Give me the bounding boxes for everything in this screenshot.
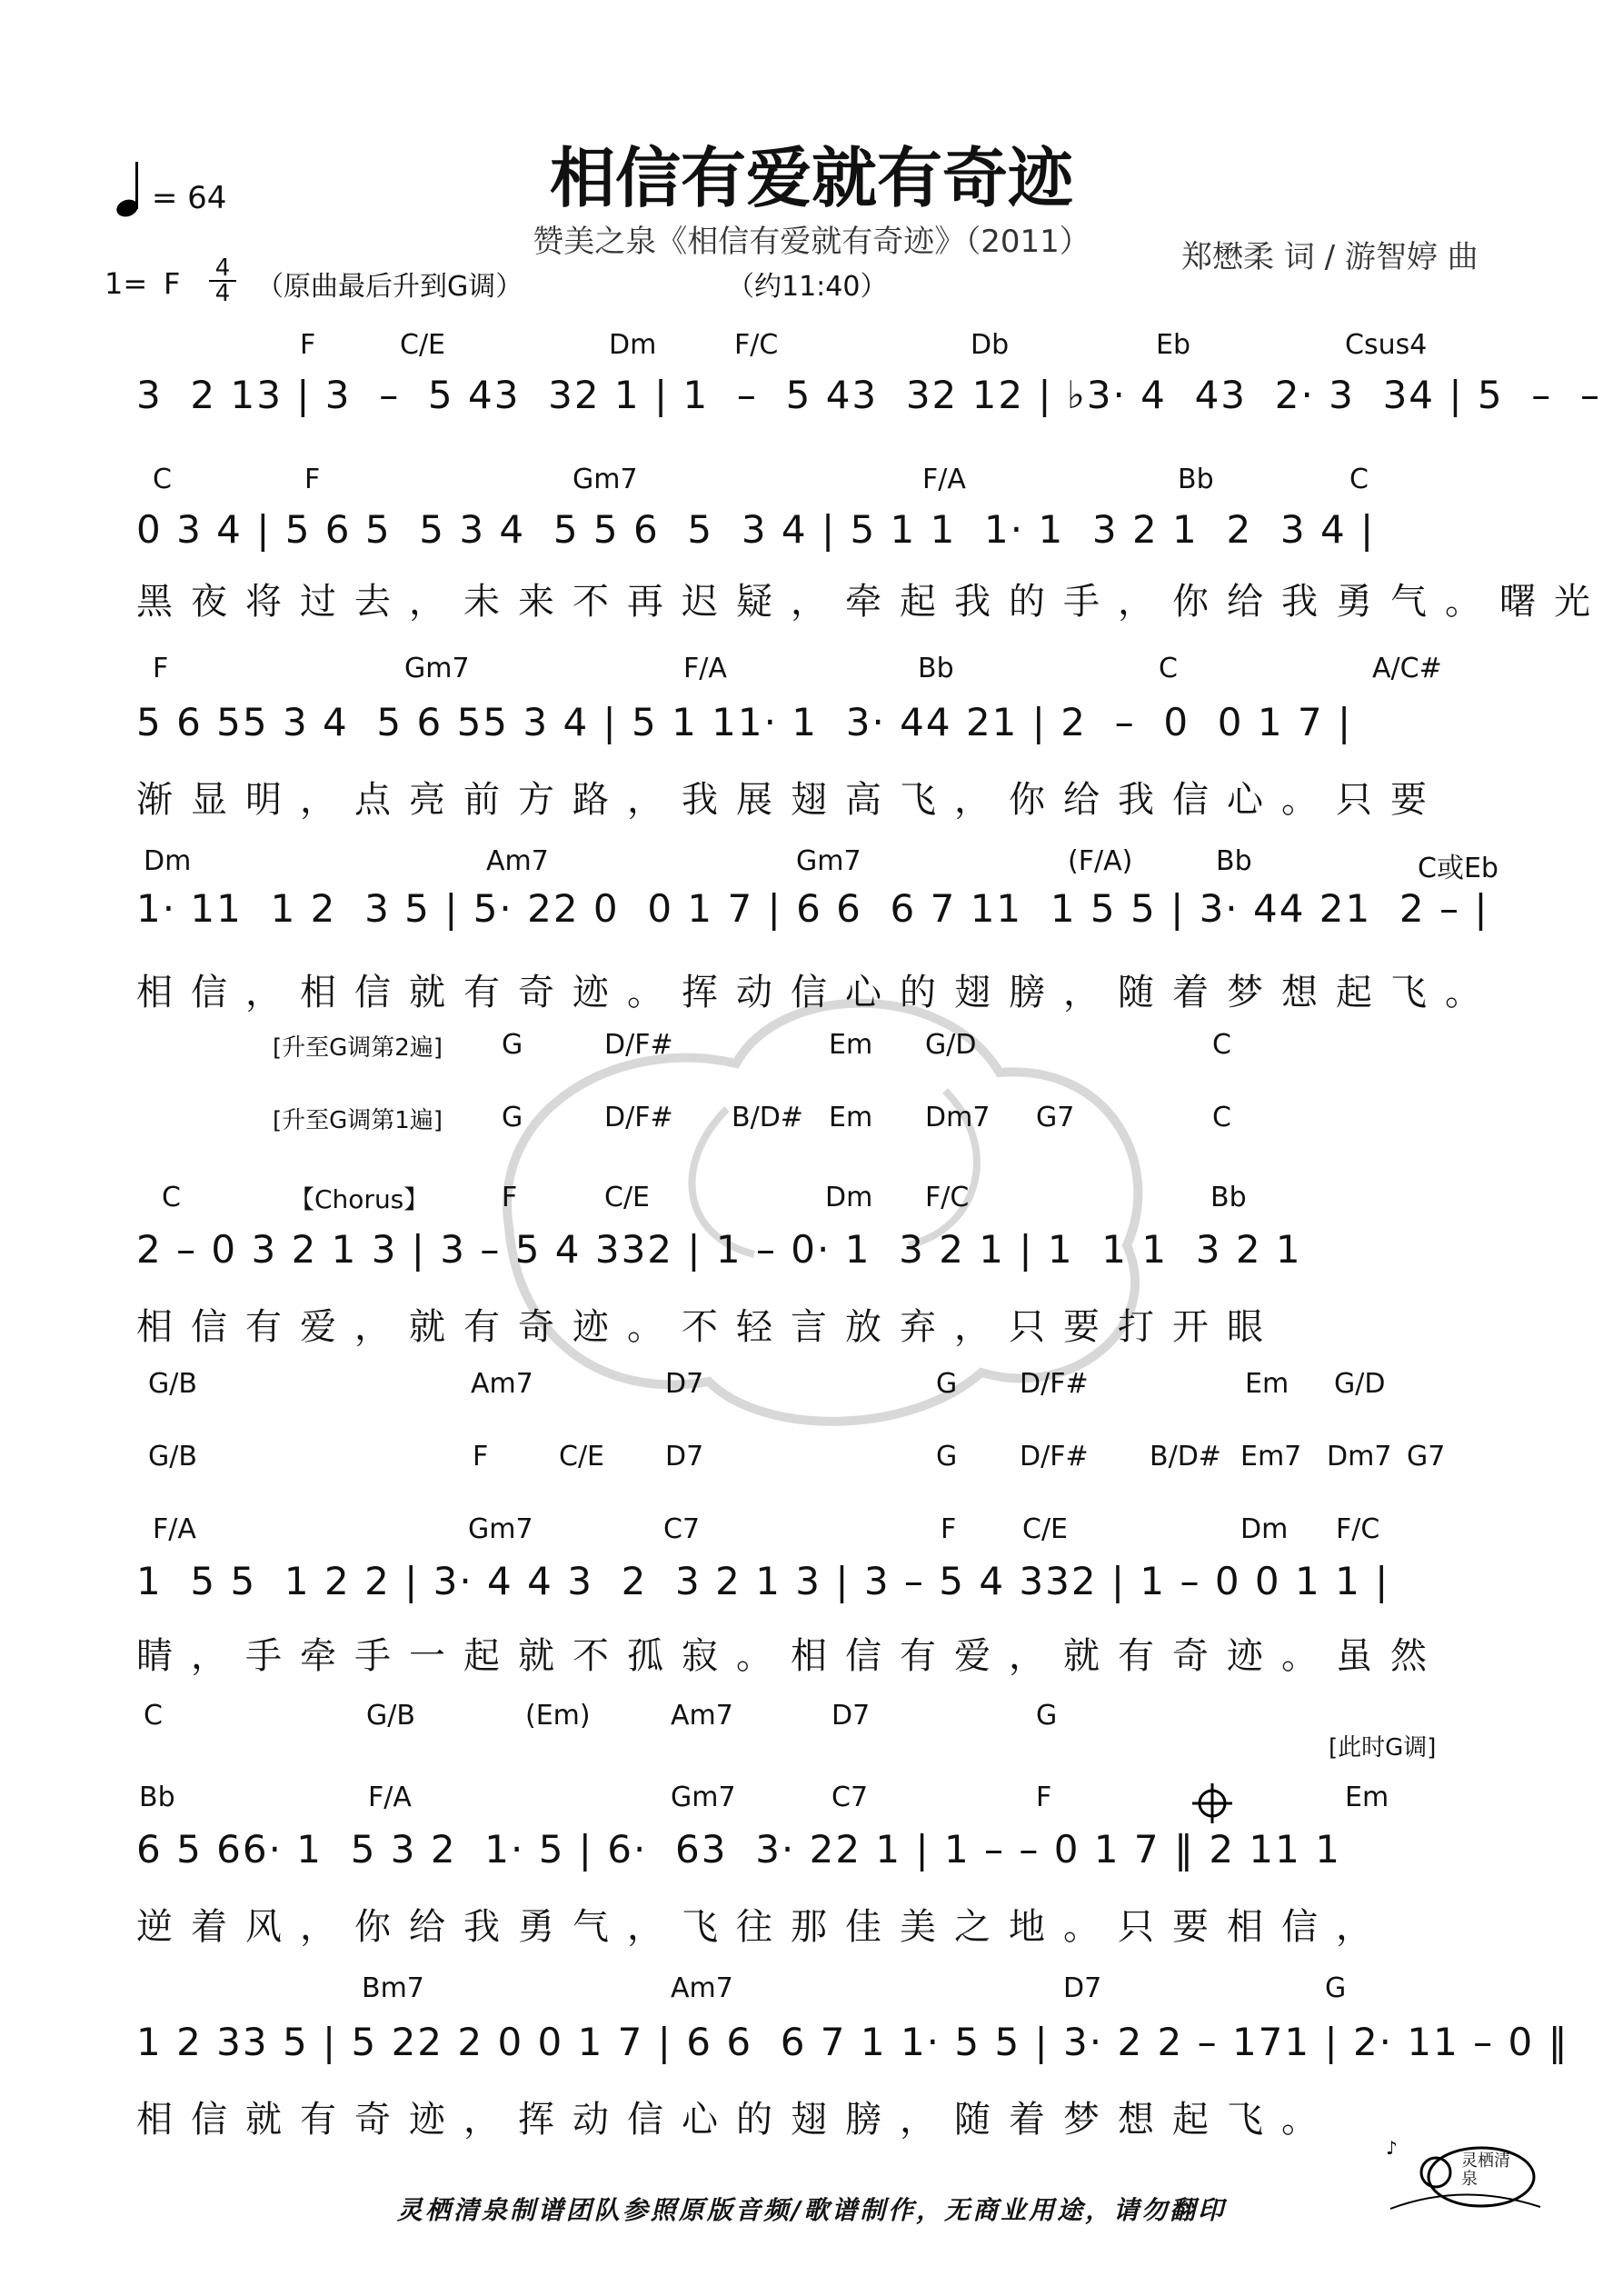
chord-symbol: D7 [831,1700,871,1732]
chord-symbol: C7 [663,1513,701,1545]
notation-line: 2 – 0 3 2 1 3 | 3 – 5 4 332 | 1 – 0· 1 3 2 1 | 1 1 1 3 2 1 [136,1227,1302,1272]
chord-symbol: G [1036,1700,1058,1732]
chord-symbol: F/C [734,329,779,361]
chord-symbol: Bb [1178,464,1214,495]
lyric-line: 逆着风，你给我勇气，飞往那佳美之地。只要相信， [136,1906,1390,1948]
notation-line: 5 6 55 3 4 5 6 55 3 4 | 5 1 11· 1 3· 44 21 | 2 – 0 0 1 7 | [136,700,1353,744]
chord-symbol: G/D [1334,1368,1386,1400]
chord-symbol: D/F# [604,1029,673,1061]
notation-line: 3 2 13 | 3 – 5 43 32 1 | 1 – 5 43 32 12 | ♭3· 4 43 2· 3 34 | 5 – – [136,373,1601,417]
chord-symbol: G/B [366,1700,415,1732]
chord-symbol: Am7 [486,845,549,877]
chord-symbol: (F/A) [1068,845,1133,877]
chord-symbol: C [153,464,172,495]
chord-symbol: D7 [1063,1972,1102,2004]
g-key-note: [此时G调] [1329,1734,1437,1762]
chord-symbol: Dm [144,845,192,877]
chord-symbol: D/F# [1020,1368,1089,1400]
chord-symbol: C [1349,464,1369,495]
chord-symbol: G [936,1441,958,1472]
chord-symbol: Bb [1216,845,1252,877]
time-top: 4 [214,255,231,282]
chord-symbol: F/A [683,653,727,684]
notation-line: 1· 11 1 2 3 5 | 5· 22 0 0 1 7 | 6 6 6 7 11 1 5 5 | 3· 44 21 2 – | [136,886,1489,931]
chord-symbol: C/E [400,329,446,361]
chord-symbol: C/E [1022,1513,1069,1545]
chord-symbol: C [1212,1102,1231,1133]
chord-symbol: Am7 [471,1368,533,1400]
chord-symbol: Bb [1210,1182,1247,1213]
chord-symbol: Em7 [1240,1441,1302,1472]
logo [1381,2127,1545,2221]
chord-symbol: Dm [825,1182,873,1213]
chord-symbol: G [1325,1972,1347,2004]
chord-symbol: Em [1245,1368,1289,1400]
chord-symbol: F/A [368,1782,412,1813]
coda-icon [1192,1783,1232,1823]
chord-symbol: G7 [1407,1441,1446,1472]
chord-symbol: Em [1345,1782,1389,1813]
time-bottom: 4 [209,280,236,305]
notation-line: 1 2 33 5 | 5 22 2 0 0 1 7 | 6 6 6 7 1 1· 5 5 | 3· 2 2 – 171 | 2· 11 – 0 ‖ [136,2020,1569,2064]
key-note-text: （原曲最后升到G调） [256,271,523,303]
chord-symbol: (Em) [525,1700,591,1732]
lyric-line: 黑夜将过去，未来不再迟疑，牵起我的手，你给我勇气。曙光 [136,581,1608,623]
chord-symbol: G/D [925,1029,977,1061]
chord-symbol: Gm7 [404,653,470,684]
chord-symbol: F/C [925,1182,970,1213]
chord-symbol: G7 [1036,1102,1075,1133]
chord-symbol: D/F# [1020,1441,1089,1472]
chord-symbol: C/E [559,1441,605,1472]
chord-symbol: C/E [604,1182,651,1213]
key-prefix: 1= [105,266,148,301]
chord-symbol: Am7 [671,1700,733,1732]
chord-symbol: Em [829,1029,873,1061]
chord-symbol: Dm7 [1327,1441,1392,1472]
chord-symbol: G [502,1102,523,1133]
chord-symbol: C或Eb [1418,853,1499,884]
notation-line: 1 5 5 1 2 2 | 3· 4 4 3 2 3 2 1 3 | 3 – 5 4 332 | 1 – 0 0 1 1 | [136,1559,1390,1603]
chord-symbol: F [941,1513,957,1545]
chord-symbol: Dm7 [925,1102,991,1133]
chord-symbol: B/D# [1150,1441,1221,1472]
notation-line: 0 3 4 | 5 6 5 5 3 4 5 5 6 5 3 4 | 5 1 1 1· 1 3 2 1 2 3 4 | [136,507,1376,552]
chord-symbol: Db [971,329,1010,361]
chord-symbol: F [153,653,169,684]
chord-symbol: D/F# [604,1102,673,1133]
chord-symbol: D7 [665,1368,704,1400]
chord-symbol: F [304,464,321,495]
chord-symbol: Gm7 [796,845,861,877]
chord-symbol: G [936,1368,958,1400]
chord-symbol: C [144,1700,163,1732]
chord-symbol: Bb [918,653,954,684]
chord-symbol: Gm7 [671,1782,736,1813]
tempo-value: = 64 [151,180,227,216]
chord-symbol: C [1212,1029,1231,1061]
chord-symbol: F/C [1336,1513,1380,1545]
chord-symbol: Bm7 [362,1972,424,2004]
transpose-label-2: [升至G调第2遍] [273,1034,443,1062]
key-note: F [164,266,181,301]
chord-symbol: B/D# [732,1102,803,1133]
chorus-label: 【Chorus】 [289,1184,430,1214]
chord-symbol: Dm [1240,1513,1289,1545]
lyric-line: 相信就有奇迹，挥动信心的翅膀，随着梦想起飞。 [136,2099,1336,2141]
lyric-line: 相信，相信就有奇迹。挥动信心的翅膀，随着梦想起飞。 [136,972,1499,1013]
chord-symbol: Dm [609,329,657,361]
chord-symbol: Em [829,1102,873,1133]
svg-text:♪: ♪ [1386,2137,1398,2159]
chord-symbol: Bb [139,1782,175,1813]
chord-symbol: G [502,1029,523,1061]
lyric-line: 相信有爱，就有奇迹。不轻言放弃，只要打开眼 [136,1306,1281,1348]
chord-symbol: F [473,1441,489,1472]
chord-symbol: F [502,1182,518,1213]
chord-symbol: C [1159,653,1178,684]
chord-symbol: Gm7 [468,1513,533,1545]
lyric-line: 睛，手牵手一起就不孤寂。相信有爱，就有奇迹。虽然 [136,1635,1445,1677]
chord-symbol: C7 [831,1782,869,1813]
time-signature [209,256,236,305]
chord-symbol: Am7 [671,1972,733,2004]
chord-symbol: Eb [1156,329,1190,361]
authors: 郑懋柔 词 / 游智婷 曲 [1181,239,1479,275]
chord-symbol: F/A [922,464,966,495]
footer-note: 灵栖清泉制谱团队参照原版音频/歌谱制作，无商业用途，请勿翻印 [396,2195,1227,2225]
chord-symbol: F/A [153,1513,196,1545]
duration: （约11:40） [727,271,888,303]
page-title: 相信有爱就有奇迹 [549,140,1073,216]
chord-symbol: G/B [148,1441,197,1472]
logo-text: 灵栖清泉 [1461,2151,1510,2189]
chord-symbol: Csus4 [1345,329,1428,361]
chord-symbol: F [1036,1782,1052,1813]
chord-symbol: A/C# [1372,653,1442,684]
notation-line: 6 5 66· 1 5 3 2 1· 5 | 6· 63 3· 22 1 | 1 – – 0 1 7 ‖ 2 11 1 [136,1827,1341,1872]
subtitle: 赞美之泉《相信有爱就有奇迹》（2011） [533,224,1090,260]
chord-symbol: G/B [148,1368,197,1400]
lyric-line: 渐显明，点亮前方路，我展翅高飞，你给我信心。只要 [136,779,1445,821]
chord-symbol: C [162,1182,181,1213]
transpose-label-1: [升至G调第1遍] [273,1107,443,1134]
chord-symbol: F [300,329,316,361]
chord-symbol: Gm7 [573,464,638,495]
chord-symbol: D7 [665,1441,704,1472]
